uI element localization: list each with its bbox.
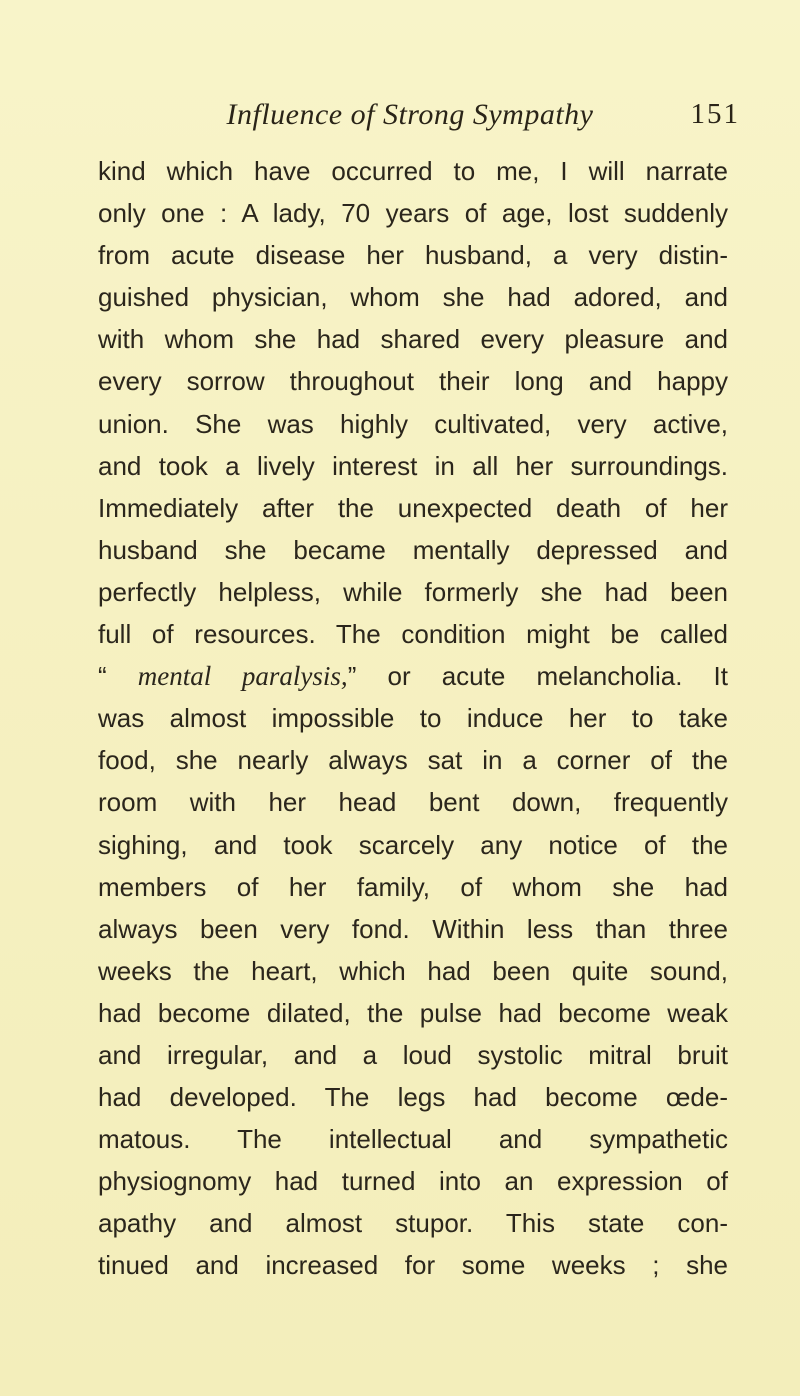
text-line-27: tinued and increased for some weeks ; she	[98, 1250, 728, 1281]
text-line-20: weeks the heart, which had been quite sound,	[98, 955, 728, 986]
text-line-11: perfectly helpless, while formerly she had been	[98, 576, 728, 607]
running-head	[150, 98, 740, 138]
text-line-9: Immediately after the unexpected death of her	[98, 492, 728, 523]
text-line-23: had developed. The legs had become œde-	[98, 1082, 728, 1113]
text-line-25: physiognomy had turned into an expression of	[98, 1166, 728, 1197]
text-line-1: kind which have occurred to me, I will narrate	[98, 156, 728, 186]
text-line-22: and irregular, and a loud systolic mitral bruit	[98, 1039, 728, 1070]
open-quote: “	[98, 661, 107, 692]
text-line-3: from acute disease her husband, a very distin-	[98, 240, 728, 271]
text-line-17: sighing, and took scarcely any notice of the	[98, 829, 728, 860]
text-line-26: apathy and almost stupor. This state con-	[98, 1208, 728, 1239]
text-line-13	[98, 655, 728, 697]
text-line-5: with whom she had shared every pleasure and	[98, 324, 728, 355]
running-title: Influence of Strong Sympathy	[226, 98, 594, 131]
text-line-10: husband she became mentally depressed and	[98, 534, 728, 565]
text-line-8: and took a lively interest in all her surroundings.	[98, 450, 728, 481]
text-line-12: full of resources. The condition might be called	[98, 619, 728, 650]
text-line-16: room with her head bent down, frequently	[98, 787, 728, 818]
italic-term: mental paralysis,	[137, 661, 348, 692]
close-quote: ”	[347, 661, 357, 692]
body-text	[98, 150, 728, 1287]
text-line-14: was almost impossible to induce her to take	[98, 703, 728, 734]
text-line-18: members of her family, of whom she had	[98, 871, 728, 902]
text-line-6: every sorrow throughout their long and happy	[98, 366, 728, 397]
line-13-rest: or acute melancholia. It	[387, 661, 728, 692]
text-line-19: always been very fond. Within less than three	[98, 913, 728, 944]
text-line-15: food, she nearly always sat in a corner of the	[98, 745, 728, 776]
text-line-7: union. She was highly cultivated, very active,	[98, 408, 728, 439]
text-line-2: only one : A lady, 70 years of age, lost suddenly	[98, 198, 728, 229]
text-line-4: guished physician, whom she had adored, and	[98, 282, 728, 313]
text-line-24: matous. The intellectual and sympathetic	[98, 1124, 728, 1155]
text-line-21: had become dilated, the pulse had become weak	[98, 997, 728, 1028]
page-number: 151	[690, 98, 740, 130]
